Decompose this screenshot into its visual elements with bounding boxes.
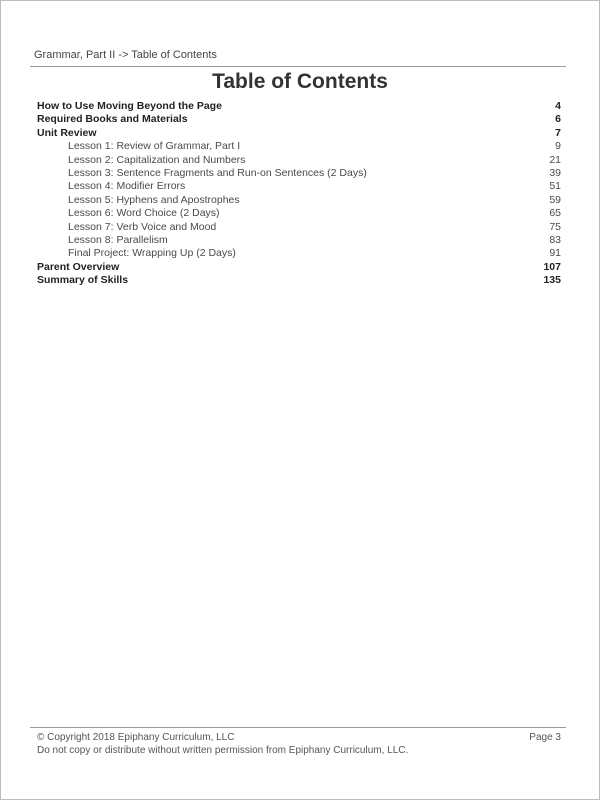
toc-entry-label: Lesson 5: Hyphens and Apostrophes <box>68 193 240 206</box>
toc-entry-page: 9 <box>555 140 561 153</box>
toc-entry-lesson-3 <box>37 167 561 180</box>
toc-list <box>37 100 561 287</box>
toc-entry-page: 7 <box>555 126 561 139</box>
footer-divider <box>30 727 566 728</box>
toc-entry-label: Lesson 3: Sentence Fragments and Run-on Sentences (2 Days) <box>68 166 367 179</box>
toc-entry-page: 135 <box>543 274 561 287</box>
toc-entry-page: 65 <box>549 207 561 220</box>
toc-entry-lesson-2 <box>37 154 561 167</box>
toc-entry-page: 6 <box>555 113 561 126</box>
toc-entry-label: Parent Overview <box>37 260 120 273</box>
toc-entry-lesson-4 <box>37 180 561 193</box>
toc-entry-label: Required Books and Materials <box>37 113 188 126</box>
toc-entry-page: 21 <box>549 153 561 166</box>
toc-entry-label: How to Use Moving Beyond the Page <box>37 100 222 112</box>
toc-entry-label: Summary of Skills <box>37 274 129 287</box>
toc-entry-page: 107 <box>543 260 561 273</box>
toc-entry-label: Final Project: Wrapping Up (2 Days) <box>68 247 236 260</box>
toc-entry-label: Unit Review <box>37 126 97 139</box>
toc-entry-page: 83 <box>549 233 561 246</box>
toc-entry-how-to-use <box>37 100 561 113</box>
toc-entry-label: Lesson 4: Modifier Errors <box>68 180 186 193</box>
toc-entry-final-project <box>37 247 561 260</box>
toc-entry-lesson-8 <box>37 234 561 247</box>
header-divider <box>30 66 566 67</box>
toc-entry-label: Lesson 1: Review of Grammar, Part I <box>68 140 241 153</box>
toc-entry-parent-overview <box>37 261 561 274</box>
toc-entry-lesson-6 <box>37 207 561 220</box>
toc-entry-page: 51 <box>549 180 561 193</box>
toc-entry-page: 4 <box>555 100 561 112</box>
running-header: Grammar, Part II -> Table of Contents <box>34 49 217 61</box>
toc-entry-unit-review <box>37 127 561 140</box>
toc-entry-label: Lesson 8: Parallelism <box>68 233 168 246</box>
toc-entry-page: 39 <box>549 166 561 179</box>
toc-entry-page: 91 <box>549 247 561 260</box>
toc-entry-label: Lesson 6: Word Choice (2 Days) <box>68 207 220 220</box>
page-title: Table of Contents <box>212 70 388 93</box>
toc-entry-summary-of-skills <box>37 274 561 287</box>
toc-entry-page: 59 <box>549 193 561 206</box>
toc-entry-lesson-1 <box>37 140 561 153</box>
toc-entry-lesson-5 <box>37 194 561 207</box>
toc-entry-label: Lesson 2: Capitalization and Numbers <box>68 153 246 166</box>
distribution-notice: Do not copy or distribute without written permission from Epiphany Curriculum, LLC. <box>37 745 409 756</box>
copyright-text: © Copyright 2018 Epiphany Curriculum, LLC <box>37 732 235 743</box>
toc-entry-page: 75 <box>549 220 561 233</box>
toc-entry-label: Lesson 7: Verb Voice and Mood <box>68 220 217 233</box>
page-footer <box>37 731 561 757</box>
toc-entry-required-books <box>37 113 561 126</box>
toc-entry-lesson-7 <box>37 221 561 234</box>
page-number: Page 3 <box>529 732 561 743</box>
